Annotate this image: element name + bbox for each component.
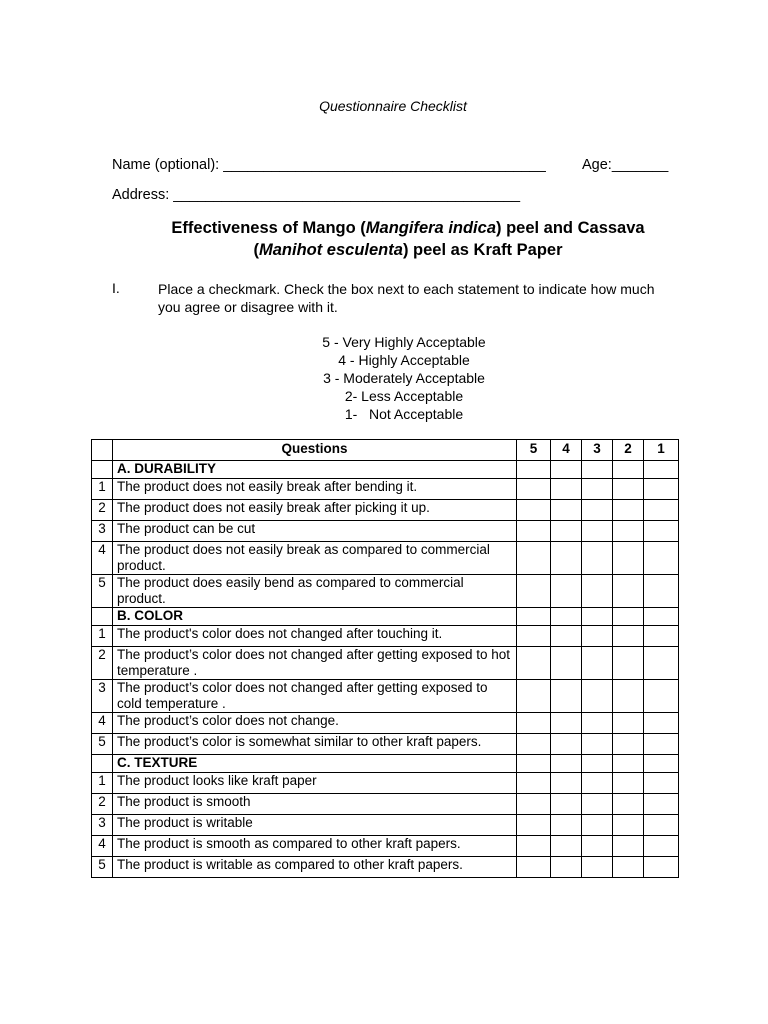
rating-checkbox-cell[interactable] [517, 773, 551, 794]
question-number: 3 [92, 521, 113, 542]
question-number: 4 [92, 713, 113, 734]
question-row [92, 542, 679, 575]
rating-checkbox-cell[interactable] [551, 773, 582, 794]
question-row [92, 680, 679, 713]
rating-checkbox-cell[interactable] [644, 542, 679, 575]
section-title: B. COLOR [113, 608, 517, 626]
question-row [92, 479, 679, 500]
section-score-cell [517, 608, 551, 626]
question-text: The product is smooth [113, 794, 517, 815]
question-row [92, 734, 679, 755]
question-number: 5 [92, 857, 113, 878]
rating-checkbox-cell[interactable] [613, 773, 644, 794]
rating-checkbox-cell[interactable] [613, 500, 644, 521]
question-text: The product’s color is somewhat similar to other kraft papers. [113, 734, 517, 755]
section-score-cell [582, 755, 613, 773]
rating-checkbox-cell[interactable] [551, 734, 582, 755]
rating-checkbox-cell[interactable] [644, 794, 679, 815]
rating-checkbox-cell[interactable] [517, 857, 551, 878]
rating-checkbox-cell[interactable] [582, 857, 613, 878]
question-row [92, 836, 679, 857]
rating-checkbox-cell[interactable] [517, 521, 551, 542]
rating-checkbox-cell[interactable] [582, 500, 613, 521]
rating-checkbox-cell[interactable] [644, 734, 679, 755]
question-number: 4 [92, 836, 113, 857]
rating-checkbox-cell[interactable] [613, 734, 644, 755]
question-text: The product can be cut [113, 521, 517, 542]
study-title [0, 217, 768, 261]
rating-checkbox-cell[interactable] [613, 647, 644, 680]
rating-checkbox-cell[interactable] [582, 794, 613, 815]
rating-checkbox-cell[interactable] [613, 626, 644, 647]
rating-checkbox-cell[interactable] [582, 521, 613, 542]
study-title-line-1 [0, 217, 768, 239]
instruction-number: I. [112, 280, 120, 296]
question-number: 2 [92, 500, 113, 521]
rating-checkbox-cell[interactable] [582, 626, 613, 647]
rating-checkbox-cell[interactable] [644, 521, 679, 542]
rating-checkbox-cell[interactable] [551, 857, 582, 878]
rating-checkbox-cell[interactable] [644, 773, 679, 794]
section-title: C. TEXTURE [113, 755, 517, 773]
question-row [92, 647, 679, 680]
question-number: 1 [92, 479, 113, 500]
rating-checkbox-cell[interactable] [582, 815, 613, 836]
question-row [92, 521, 679, 542]
section-num-cell [92, 608, 113, 626]
scale-item: 2- Less Acceptable [344, 388, 464, 404]
rating-checkbox-cell[interactable] [644, 626, 679, 647]
section-score-cell [582, 461, 613, 479]
rating-checkbox-cell[interactable] [644, 680, 679, 713]
rating-checkbox-cell[interactable] [582, 575, 613, 608]
rating-checkbox-cell[interactable] [613, 713, 644, 734]
question-row [92, 500, 679, 521]
rating-checkbox-cell[interactable] [644, 647, 679, 680]
rating-checkbox-cell[interactable] [551, 626, 582, 647]
question-row [92, 794, 679, 815]
section-score-cell [613, 755, 644, 773]
document-title: Questionnaire Checklist [319, 98, 467, 114]
section-score-cell [644, 608, 679, 626]
question-row [92, 815, 679, 836]
question-text: The product does easily bend as compared to commercial product. [113, 575, 517, 608]
rating-checkbox-cell[interactable] [644, 479, 679, 500]
section-num-cell [92, 755, 113, 773]
section-header-row [92, 608, 679, 626]
questionnaire-table [91, 439, 679, 878]
question-number: 5 [92, 575, 113, 608]
question-text: The product's color does not changed after touching it. [113, 626, 517, 647]
rating-checkbox-cell[interactable] [551, 542, 582, 575]
rating-checkbox-cell[interactable] [551, 521, 582, 542]
rating-checkbox-cell[interactable] [613, 815, 644, 836]
score-header: 5 [517, 440, 551, 461]
rating-checkbox-cell[interactable] [613, 521, 644, 542]
question-text: The product is smooth as compared to other kraft papers. [113, 836, 517, 857]
section-score-cell [582, 608, 613, 626]
question-number: 2 [92, 647, 113, 680]
rating-checkbox-cell[interactable] [551, 500, 582, 521]
rating-checkbox-cell[interactable] [613, 836, 644, 857]
rating-checkbox-cell[interactable] [613, 794, 644, 815]
title-text: ) peel and Cassava [496, 219, 645, 237]
rating-checkbox-cell[interactable] [517, 680, 551, 713]
rating-checkbox-cell[interactable] [517, 815, 551, 836]
score-header: 2 [613, 440, 644, 461]
question-number: 2 [92, 794, 113, 815]
scale-item: 3 - Moderately Acceptable [323, 370, 485, 386]
section-score-cell [551, 461, 582, 479]
question-text: The product does not easily break after bending it. [113, 479, 517, 500]
rating-checkbox-cell[interactable] [551, 815, 582, 836]
question-text: The product’s color does not changed after getting exposed to hot temperature . [113, 647, 517, 680]
section-title: A. DURABILITY [113, 461, 517, 479]
title-text: ) peel as Kraft Paper [402, 241, 563, 259]
rating-checkbox-cell[interactable] [582, 773, 613, 794]
rating-checkbox-cell[interactable] [551, 680, 582, 713]
section-score-cell [613, 461, 644, 479]
rating-checkbox-cell[interactable] [613, 542, 644, 575]
question-text: The product is writable [113, 815, 517, 836]
question-row [92, 626, 679, 647]
score-header: 1 [644, 440, 679, 461]
rating-checkbox-cell[interactable] [582, 713, 613, 734]
rating-checkbox-cell[interactable] [517, 734, 551, 755]
score-header: 4 [551, 440, 582, 461]
question-row [92, 575, 679, 608]
rating-checkbox-cell[interactable] [613, 680, 644, 713]
rating-checkbox-cell[interactable] [551, 479, 582, 500]
rating-checkbox-cell[interactable] [644, 500, 679, 521]
question-text: The product’s color does not changed after getting exposed to cold temperature . [113, 680, 517, 713]
rating-checkbox-cell[interactable] [613, 857, 644, 878]
table-header-row [92, 440, 679, 461]
question-number: 3 [92, 680, 113, 713]
question-row [92, 773, 679, 794]
question-text: The product looks like kraft paper [113, 773, 517, 794]
title-text: ( [253, 241, 259, 259]
rating-checkbox-cell[interactable] [644, 815, 679, 836]
rating-checkbox-cell[interactable] [644, 836, 679, 857]
rating-checkbox-cell[interactable] [644, 575, 679, 608]
rating-checkbox-cell[interactable] [613, 575, 644, 608]
rating-checkbox-cell[interactable] [517, 479, 551, 500]
instruction-text: Place a checkmark. Check the box next to each statement to indicate how much you agree or disagree with it. [158, 281, 655, 315]
rating-checkbox-cell[interactable] [517, 836, 551, 857]
section-score-cell [551, 608, 582, 626]
scale-item: 1- Not Acceptable [344, 406, 464, 422]
rating-checkbox-cell[interactable] [644, 713, 679, 734]
section-score-cell [517, 755, 551, 773]
section-header-row [92, 461, 679, 479]
rating-checkbox-cell[interactable] [582, 734, 613, 755]
rating-checkbox-cell[interactable] [517, 542, 551, 575]
score-header: 3 [582, 440, 613, 461]
question-text: The product does not easily break as compared to commercial product. [113, 542, 517, 575]
scale-item: 4 - Highly Acceptable [338, 352, 470, 368]
rating-checkbox-cell[interactable] [517, 500, 551, 521]
question-number: 5 [92, 734, 113, 755]
question-row [92, 857, 679, 878]
title-text: Effectiveness of Mango ( [171, 219, 366, 237]
rating-checkbox-cell[interactable] [517, 794, 551, 815]
section-num-cell [92, 461, 113, 479]
questions-header: Questions [113, 440, 517, 461]
rating-checkbox-cell[interactable] [613, 479, 644, 500]
question-text: The product is writable as compared to other kraft papers. [113, 857, 517, 878]
rating-checkbox-cell[interactable] [582, 680, 613, 713]
rating-checkbox-cell[interactable] [582, 479, 613, 500]
scientific-name: Mangifera indica [365, 219, 496, 237]
question-text: The product does not easily break after picking it up. [113, 500, 517, 521]
name-field[interactable]: Name (optional): ________________________________________ [112, 157, 546, 173]
rating-checkbox-cell[interactable] [551, 647, 582, 680]
section-header-row [92, 755, 679, 773]
question-text: The product’s color does not change. [113, 713, 517, 734]
rating-checkbox-cell[interactable] [582, 647, 613, 680]
question-row [92, 713, 679, 734]
age-field[interactable]: Age:_______ [582, 157, 669, 173]
rating-checkbox-cell[interactable] [644, 857, 679, 878]
rating-checkbox-cell[interactable] [517, 575, 551, 608]
address-field[interactable]: Address: ___________________________________________ [112, 187, 521, 203]
rating-checkbox-cell[interactable] [551, 713, 582, 734]
rating-checkbox-cell[interactable] [517, 626, 551, 647]
rating-checkbox-cell[interactable] [582, 836, 613, 857]
scale-item: 5 - Very Highly Acceptable [322, 334, 486, 350]
rating-checkbox-cell[interactable] [551, 794, 582, 815]
section-score-cell [613, 608, 644, 626]
section-score-cell [644, 461, 679, 479]
rating-checkbox-cell[interactable] [551, 575, 582, 608]
question-number: 1 [92, 626, 113, 647]
study-title-line-2 [0, 239, 768, 261]
rating-checkbox-cell[interactable] [517, 647, 551, 680]
question-number: 1 [92, 773, 113, 794]
question-number: 3 [92, 815, 113, 836]
rating-checkbox-cell[interactable] [551, 836, 582, 857]
rating-checkbox-cell[interactable] [582, 542, 613, 575]
scientific-name: Manihot esculenta [258, 241, 403, 259]
question-number: 4 [92, 542, 113, 575]
section-score-cell [517, 461, 551, 479]
rating-scale [0, 333, 768, 423]
section-score-cell [551, 755, 582, 773]
rating-checkbox-cell[interactable] [517, 713, 551, 734]
section-score-cell [644, 755, 679, 773]
header-cell-blank [92, 440, 113, 461]
